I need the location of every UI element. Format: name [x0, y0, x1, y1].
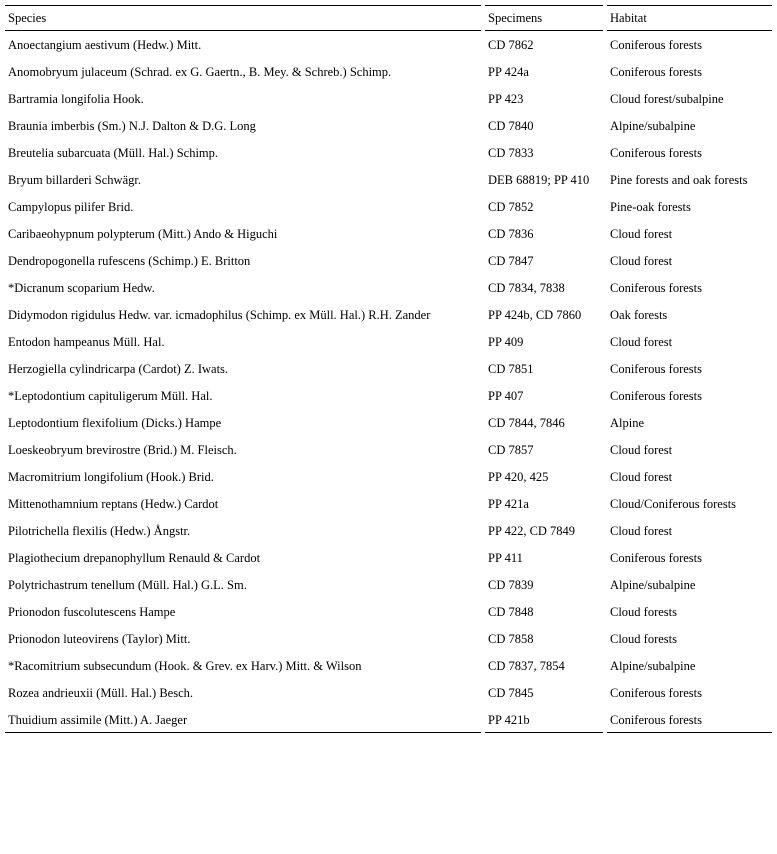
- species-cell: Anomobryum julaceum (Schrad. ex G. Gaertn., B. Mey. & Schreb.) Schimp.: [8, 65, 392, 79]
- habitat-cell: Coniferous forests: [610, 146, 702, 160]
- table-row: [5, 139, 772, 166]
- specimens-cell: CD 7845: [488, 686, 534, 700]
- table-row: [5, 328, 772, 355]
- habitat-cell: Cloud forest: [610, 443, 673, 457]
- habitat-cell: Alpine/subalpine: [610, 659, 696, 673]
- habitat-cell: Cloud forests: [610, 605, 678, 619]
- table-row: [5, 706, 772, 733]
- species-cell: Polytrichastrum tenellum (Müll. Hal.) G.L. Sm.: [8, 578, 247, 592]
- specimens-cell: CD 7862: [488, 38, 534, 52]
- species-cell: Prionodon luteovirens (Taylor) Mitt.: [8, 632, 191, 646]
- table-row: [5, 31, 772, 58]
- specimens-cell: CD 7858: [488, 632, 534, 646]
- table-row: [5, 544, 772, 571]
- species-cell: Macromitrium longifolium (Hook.) Brid.: [8, 470, 214, 484]
- species-cell: Prionodon fuscolutescens Hampe: [8, 605, 176, 619]
- habitat-cell: Coniferous forests: [610, 686, 702, 700]
- habitat-cell: Coniferous forests: [610, 551, 702, 565]
- species-cell: Caribaeohypnum polypterum (Mitt.) Ando & Higuchi: [8, 227, 278, 241]
- table-row: [5, 274, 772, 301]
- species-cell: Herzogiella cylindricarpa (Cardot) Z. Iwats.: [8, 362, 229, 376]
- species-cell: Mittenothamnium reptans (Hedw.) Cardot: [8, 497, 219, 511]
- table-header-row: [5, 5, 772, 31]
- species-cell: Thuidium assimile (Mitt.) A. Jaeger: [5, 706, 481, 733]
- table-row: [5, 463, 772, 490]
- table-row: [5, 598, 772, 625]
- table-row: [5, 652, 772, 679]
- header-habitat: Habitat: [607, 5, 772, 31]
- species-cell: Braunia imberbis (Sm.) N.J. Dalton & D.G. Long: [8, 119, 256, 133]
- species-cell: Bryum billarderi Schwägr.: [8, 173, 141, 187]
- specimens-cell: PP 424b, CD 7860: [488, 308, 582, 322]
- habitat-cell: Cloud forest: [610, 227, 673, 241]
- species-cell: *Leptodontium capituligerum Müll. Hal.: [8, 389, 213, 403]
- table-row: [5, 220, 772, 247]
- specimens-cell: PP 407: [488, 389, 524, 403]
- specimens-cell: CD 7847: [488, 254, 534, 268]
- table-row: [5, 436, 772, 463]
- specimens-cell: PP 420, 425: [488, 470, 549, 484]
- species-cell: Dendropogonella rufescens (Schimp.) E. Britton: [8, 254, 251, 268]
- habitat-cell: Pine forests and oak forests: [610, 173, 748, 187]
- habitat-cell: Coniferous forests: [610, 65, 702, 79]
- habitat-cell: Cloud forest/subalpine: [610, 92, 724, 106]
- specimens-cell: CD 7851: [488, 362, 534, 376]
- habitat-cell: Coniferous forests: [610, 362, 702, 376]
- habitat-cell: Coniferous forests: [607, 706, 772, 733]
- table-row: [5, 58, 772, 85]
- specimens-cell: CD 7844, 7846: [488, 416, 565, 430]
- table-row: [5, 409, 772, 436]
- table-row: [5, 382, 772, 409]
- specimens-cell: CD 7852: [488, 200, 534, 214]
- habitat-cell: Alpine/subalpine: [610, 578, 696, 592]
- specimens-cell: PP 424a: [488, 65, 529, 79]
- habitat-cell: Cloud/Coniferous forests: [610, 497, 737, 511]
- habitat-cell: Pine-oak forests: [610, 200, 691, 214]
- header-specimens: Specimens: [485, 5, 603, 31]
- table-row: [5, 571, 772, 598]
- species-cell: Plagiothecium drepanophyllum Renauld & Cardot: [8, 551, 261, 565]
- species-cell: Campylopus pilifer Brid.: [8, 200, 134, 214]
- habitat-cell: Cloud forest: [610, 524, 673, 538]
- specimens-cell: DEB 68819; PP 410: [488, 173, 590, 187]
- specimens-cell: CD 7839: [488, 578, 534, 592]
- table-row: [5, 193, 772, 220]
- specimens-cell: PP 421b: [485, 706, 603, 733]
- table-row: [5, 625, 772, 652]
- table-row: [5, 247, 772, 274]
- habitat-cell: Cloud forest: [610, 335, 673, 349]
- specimens-cell: PP 411: [488, 551, 523, 565]
- habitat-cell: Cloud forests: [610, 632, 678, 646]
- species-cell: Pilotrichella flexilis (Hedw.) Ångstr.: [8, 524, 191, 538]
- header-species: Species: [5, 5, 481, 31]
- specimens-cell: PP 422, CD 7849: [488, 524, 576, 538]
- table-row: [5, 301, 772, 328]
- species-cell: Bartramia longifolia Hook.: [8, 92, 144, 106]
- habitat-cell: Alpine/subalpine: [610, 119, 696, 133]
- habitat-cell: Oak forests: [610, 308, 668, 322]
- species-cell: *Racomitrium subsecundum (Hook. & Grev. ex Harv.) Mitt. & Wilson: [8, 659, 362, 673]
- habitat-cell: Cloud forest: [610, 254, 673, 268]
- specimens-cell: CD 7848: [488, 605, 534, 619]
- table-row: [5, 517, 772, 544]
- specimens-cell: CD 7833: [488, 146, 534, 160]
- table-body: [5, 31, 772, 733]
- species-cell: Anoectangium aestivum (Hedw.) Mitt.: [8, 38, 202, 52]
- habitat-cell: Alpine: [610, 416, 645, 430]
- specimens-cell: CD 7834, 7838: [488, 281, 565, 295]
- species-cell: *Dicranum scoparium Hedw.: [8, 281, 155, 295]
- species-cell: Leptodontium flexifolium (Dicks.) Hampe: [8, 416, 222, 430]
- specimens-cell: CD 7836: [488, 227, 534, 241]
- species-cell: Didymodon rigidulus Hedw. var. icmadophilus (Schimp. ex Müll. Hal.) R.H. Zander: [8, 308, 431, 322]
- species-table: [5, 5, 772, 733]
- species-cell: Entodon hampeanus Müll. Hal.: [8, 335, 165, 349]
- habitat-cell: Coniferous forests: [610, 281, 702, 295]
- species-cell: Breutelia subarcuata (Müll. Hal.) Schimp.: [8, 146, 219, 160]
- specimens-cell: CD 7840: [488, 119, 534, 133]
- species-cell: Rozea andrieuxii (Müll. Hal.) Besch.: [8, 686, 194, 700]
- table-row: [5, 85, 772, 112]
- specimens-cell: PP 409: [488, 335, 524, 349]
- table-row: [5, 679, 772, 706]
- specimens-cell: PP 421a: [488, 497, 529, 511]
- table-row: [5, 355, 772, 382]
- specimens-cell: PP 423: [488, 92, 524, 106]
- habitat-cell: Cloud forest: [610, 470, 673, 484]
- habitat-cell: Coniferous forests: [610, 389, 702, 403]
- table-row: [5, 490, 772, 517]
- specimens-cell: CD 7837, 7854: [488, 659, 565, 673]
- habitat-cell: Coniferous forests: [610, 38, 702, 52]
- table-row: [5, 166, 772, 193]
- specimens-cell: CD 7857: [488, 443, 534, 457]
- table-row: [5, 112, 772, 139]
- species-cell: Loeskeobryum brevirostre (Brid.) M. Fleisch.: [8, 443, 237, 457]
